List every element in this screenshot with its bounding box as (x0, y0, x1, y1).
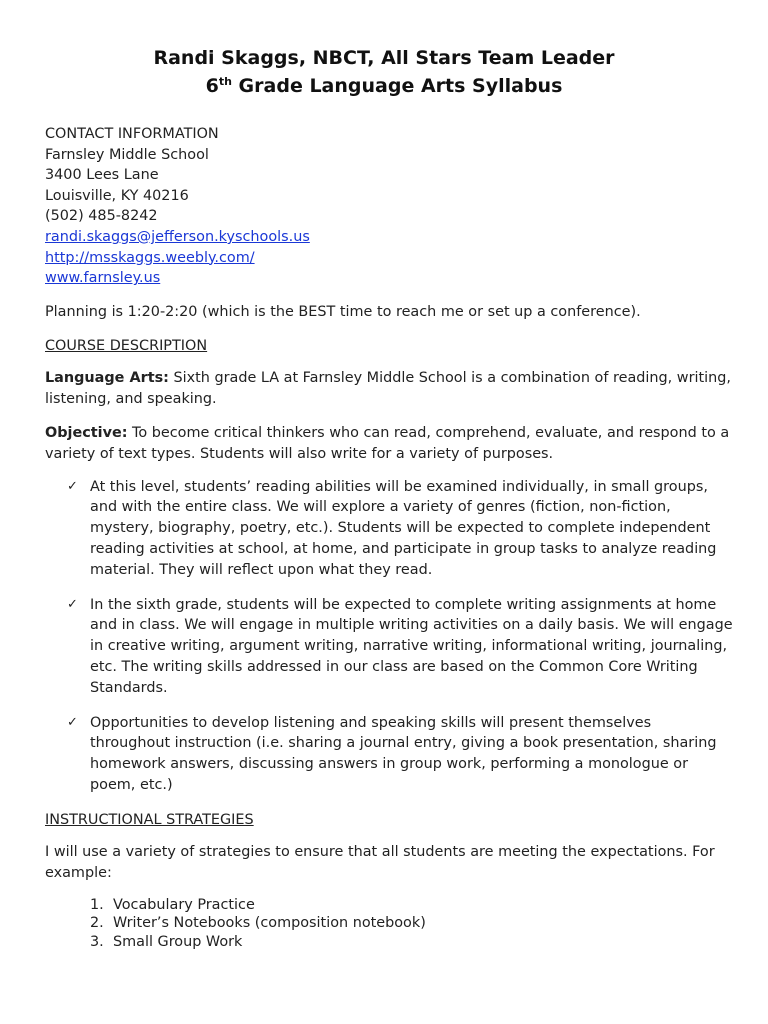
school-website-link[interactable]: www.farnsley.us (45, 270, 161, 287)
course-description-heading: COURSE DESCRIPTION (45, 337, 208, 354)
email-link[interactable]: randi.skaggs@jefferson.kyschools.us (45, 228, 310, 245)
objective-label: Objective: (45, 424, 128, 441)
phone-number: (502) 485-8242 (45, 208, 158, 225)
strategies-intro: I will use a variety of strategies to ensure that all students are meeting the expectations. For example: (45, 844, 715, 882)
syllabus-title: Grade Language Arts Syllabus (231, 75, 563, 97)
list-text: Vocabulary Practice (113, 897, 255, 914)
contact-heading: CONTACT INFORMATION (45, 126, 219, 142)
bullet-text: At this level, students’ reading abilities will be examined individually, in small groups, and with the entire class. We will explore a variety of genres (fiction, non-fiction, mystery, biography, poetry, etc.). Students will be expected to complete independent reading activities at school, at home, and participate in group tasks to analyze reading material. They will reflect upon what they read. (90, 478, 717, 578)
list-number: 3. (90, 933, 104, 950)
document-title (0, 44, 768, 100)
city-state-zip: Louisville, KY 40216 (45, 187, 189, 204)
list-text: Writer’s Notebooks (composition notebook) (113, 915, 426, 932)
list-item (45, 595, 735, 699)
strategies-list (45, 896, 735, 951)
document-body (45, 124, 735, 951)
list-item (45, 477, 735, 581)
objective-paragraph (45, 423, 735, 465)
street-address: 3400 Lees Lane (45, 167, 159, 184)
grade-suffix: th (218, 75, 232, 88)
list-text: Small Group Work (113, 933, 243, 950)
list-item (45, 914, 735, 932)
list-item (45, 896, 735, 914)
title-line-2 (0, 72, 768, 100)
objective-text: To become critical thinkers who can read, comprehend, evaluate, and respond to a variety of text types. Students will also write for a variety of purposes. (45, 424, 730, 462)
course-checklist (45, 477, 735, 796)
language-arts-paragraph (45, 368, 735, 410)
title-line-1: Randi Skaggs, NBCT, All Stars Team Leader (153, 47, 615, 69)
bullet-text: Opportunities to develop listening and speaking skills will present themselves throughout instruction (i.e. sharing a journal entry, giving a book presentation, sharing homework answers, discussing answers in group work, performing a monologue or poem, etc.) (90, 714, 717, 793)
language-arts-text: Sixth grade LA at Farnsley Middle School is a combination of reading, writing, listening, and speaking. (45, 370, 731, 408)
list-number: 1. (90, 897, 104, 914)
checkmark-icon: ✓ (67, 478, 78, 494)
checkmark-icon: ✓ (67, 714, 78, 730)
bullet-text: In the sixth grade, students will be expected to complete writing assignments at home and in class. We will engage in multiple writing activities on a daily basis. We will engage in creative writing, argument writing, narrative writing, informational writing, journaling, etc. The writing skills addressed in our class are based on the Common Core Writing Standards. (90, 596, 733, 696)
planning-note: Planning is 1:20-2:20 (which is the BEST time to reach me or set up a conference). (45, 303, 641, 320)
list-item (45, 933, 735, 951)
contact-section (45, 124, 735, 289)
instructional-strategies-heading: INSTRUCTIONAL STRATEGIES (45, 811, 254, 828)
weebly-link[interactable]: http://msskaggs.weebly.com/ (45, 249, 255, 266)
grade-number: 6 (205, 75, 219, 97)
language-arts-label: Language Arts: (45, 370, 169, 387)
list-item (45, 713, 735, 796)
list-number: 2. (90, 915, 104, 932)
school-name: Farnsley Middle School (45, 146, 209, 163)
checkmark-icon: ✓ (67, 596, 78, 612)
